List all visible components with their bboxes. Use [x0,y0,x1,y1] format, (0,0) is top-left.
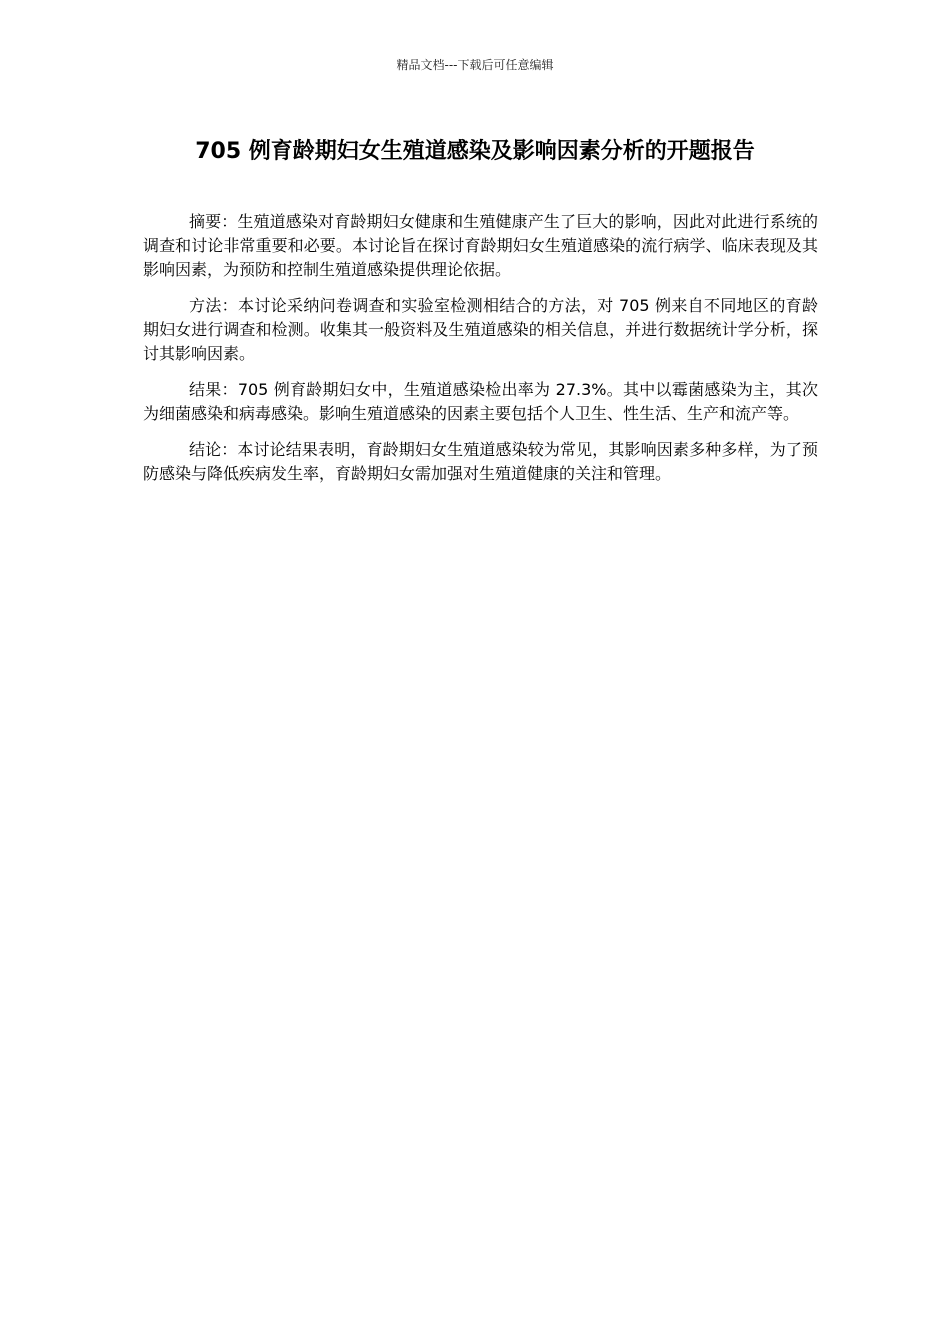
methods-label: 方法： [189,296,238,315]
abstract-label: 摘要： [189,212,238,231]
methods-paragraph [143,294,818,366]
methods-text: 本讨论采纳问卷调查和实验室检测相结合的方法，对 705 例来自不同地区的育龄期妇女进行调查和检测。收集其一般资料及生殖道感染的相关信息，并进行数据统计学分析，探讨其影响因素。 [143,296,818,363]
results-label: 结果： [189,380,238,399]
conclusion-text: 本讨论结果表明，育龄期妇女生殖道感染较为常见，其影响因素多种多样，为了预防感染与降低疾病发生率，育龄期妇女需加强对生殖道健康的关注和管理。 [143,440,818,483]
conclusion-label: 结论： [189,440,238,459]
abstract-paragraph [143,210,818,282]
conclusion-paragraph [143,438,818,486]
results-text: 705 例育龄期妇女中，生殖道感染检出率为 27.3%。其中以霉菌感染为主，其次为细菌感染和病毒感染。影响生殖道感染的因素主要包括个人卫生、性生活、生产和流产等。 [143,380,818,423]
abstract-text: 生殖道感染对育龄期妇女健康和生殖健康产生了巨大的影响，因此对此进行系统的调查和讨论非常重要和必要。本讨论旨在探讨育龄期妇女生殖道感染的流行病学、临床表现及其影响因素，为预防和控制生殖道感染提供理论依据。 [143,212,818,279]
results-paragraph [143,378,818,426]
document-body [143,210,818,498]
document-title: 705 例育龄期妇女生殖道感染及影响因素分析的开题报告 [195,139,755,164]
header-note: 精品文档---下载后可任意编辑 [396,58,554,72]
